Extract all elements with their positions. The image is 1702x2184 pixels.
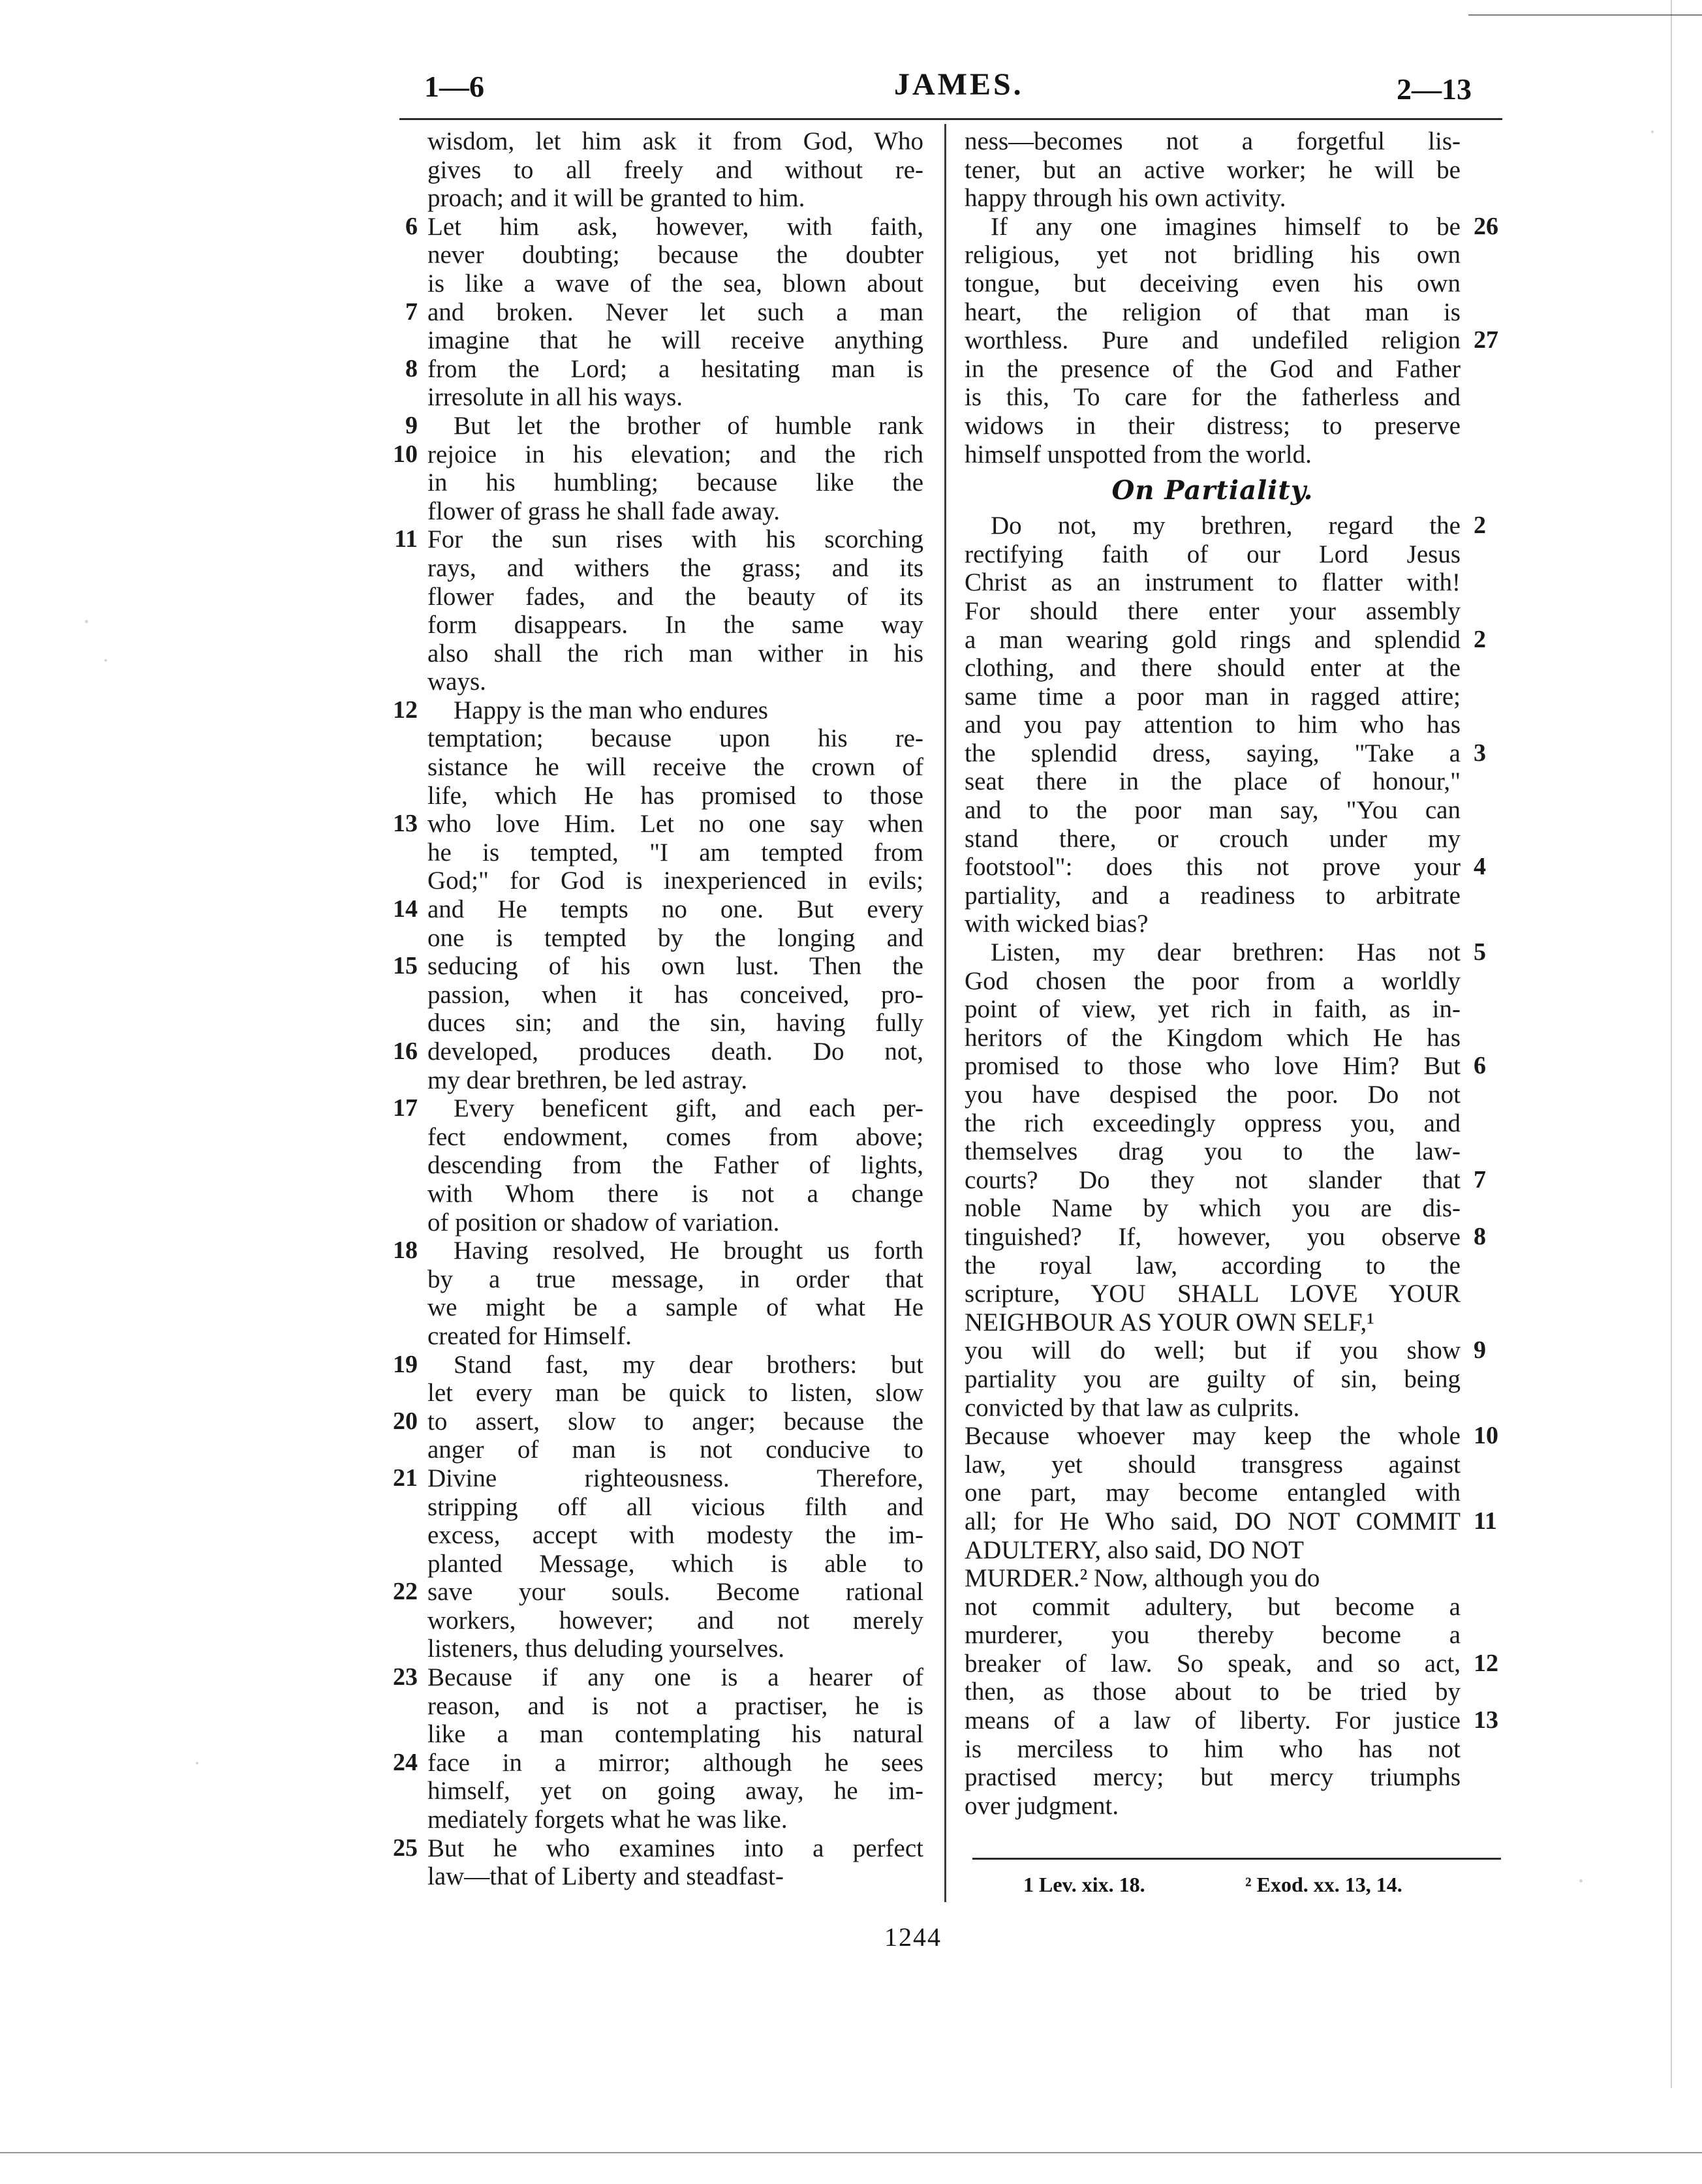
verse-number: 12	[393, 696, 418, 724]
line-text: created for Himself.	[427, 1321, 632, 1350]
line-text: irresolute in all his ways.	[427, 383, 683, 412]
footnote-1: 1 Lev. xix. 18.	[1023, 1873, 1145, 1896]
line-text: means of a law of liberty. For justice	[965, 1706, 1461, 1735]
line-text: anger of man is not conducive to	[427, 1436, 923, 1464]
text-line	[427, 1635, 923, 1663]
text-line	[965, 683, 1461, 711]
line-text: over judgment.	[965, 1791, 1119, 1820]
line-text: Do not, my brethren, regard the	[991, 512, 1461, 540]
line-text: fect endowment, comes from above;	[427, 1122, 923, 1151]
line-text: never doubting; because the doubter	[427, 241, 923, 269]
text-line	[965, 1422, 1498, 1451]
scan-speck	[104, 659, 107, 662]
line-text: law—that of Liberty and steadfast-	[427, 1862, 784, 1891]
text-line	[965, 796, 1461, 825]
line-text: Christ as an instrument to flatter with!	[965, 568, 1461, 597]
line-text: courts? Do they not slander that	[965, 1165, 1461, 1194]
verse-number: 19	[393, 1350, 418, 1378]
text-line	[965, 1507, 1497, 1536]
text-line	[427, 782, 923, 810]
text-line	[427, 1436, 923, 1464]
text-line	[965, 967, 1461, 996]
text-line	[427, 1265, 923, 1294]
text-line	[427, 639, 923, 668]
line-text: For the sun rises with his scorching	[427, 525, 923, 554]
line-text: life, which He has promised to those	[427, 781, 923, 810]
text-line	[965, 1593, 1461, 1622]
text-line	[427, 1293, 923, 1322]
text-line	[965, 1024, 1461, 1053]
line-text: gives to all freely and without re-	[427, 155, 923, 184]
text-line	[427, 1692, 923, 1721]
line-text: heritors of the Kingdom which He has	[965, 1023, 1461, 1052]
line-text: then, as those about to be tried by	[965, 1678, 1461, 1706]
text-line	[427, 127, 923, 156]
line-text: you will do well; but if you show	[965, 1336, 1461, 1365]
line-text: mediately forgets what he was like.	[427, 1806, 788, 1834]
line-text: with wicked bias?	[965, 910, 1149, 938]
text-line	[393, 1663, 923, 1692]
text-line	[393, 1350, 923, 1379]
header-chapter-end: 2—13	[1397, 72, 1472, 106]
text-line	[394, 525, 923, 554]
text-line	[965, 882, 1461, 910]
text-line	[965, 1194, 1461, 1223]
text-line	[405, 411, 923, 440]
text-line	[427, 1123, 923, 1152]
verse-number: 18	[393, 1237, 418, 1265]
text-line	[965, 1336, 1486, 1365]
verse-number: 27	[1474, 326, 1498, 354]
line-text: the splendid dress, saying, "Take a	[965, 739, 1461, 767]
verse-number: 8	[405, 354, 418, 382]
line-text: himself unspotted from the world.	[965, 440, 1312, 469]
right-column	[965, 127, 1498, 1820]
text-line	[393, 952, 923, 981]
line-text: planted Message, which is able to	[427, 1549, 923, 1578]
line-text: passion, when it has conceived, pro-	[427, 980, 923, 1009]
scan-speck	[1579, 1879, 1583, 1883]
line-text: Every beneficent gift, and each per-	[454, 1094, 923, 1123]
verse-number: 21	[393, 1464, 418, 1492]
line-text: the royal law, according to the	[965, 1251, 1461, 1280]
text-line	[965, 184, 1461, 213]
line-text: let every man be quick to listen, slow	[427, 1379, 923, 1407]
line-text: ADULTERY, also said, DO NOT	[965, 1535, 1305, 1564]
text-line	[427, 1066, 923, 1095]
line-text: imagine that he will receive anything	[427, 326, 923, 355]
text-line	[965, 127, 1461, 156]
line-text: practised mercy; but mercy triumphs	[965, 1763, 1461, 1792]
line-text: Stand fast, my dear brothers: but	[454, 1350, 923, 1379]
line-text: form disappears. In the same way	[427, 611, 923, 639]
verse-number: 2	[1474, 625, 1486, 653]
line-text: widows in their distress; to preserve	[965, 411, 1461, 440]
text-line	[965, 212, 1498, 241]
line-text: Because whoever may keep the whole	[965, 1422, 1461, 1451]
text-line	[965, 512, 1486, 540]
text-line	[965, 1165, 1486, 1195]
line-text: Because if any one is a hearer of	[427, 1663, 923, 1692]
verse-number: 7	[405, 298, 418, 326]
line-text: footstool": does this not prove your	[965, 853, 1461, 882]
header-book-title: JAMES.	[894, 67, 1024, 102]
text-line	[427, 156, 923, 185]
text-line	[405, 212, 923, 241]
line-text: God chosen the poor from a worldly	[965, 966, 1461, 995]
line-text: one part, may become entangled with	[965, 1479, 1461, 1507]
text-line	[427, 1777, 923, 1806]
text-line	[965, 1081, 1461, 1109]
text-line	[965, 825, 1461, 854]
text-line	[965, 597, 1461, 626]
text-line	[965, 1479, 1461, 1507]
text-line	[393, 1237, 923, 1265]
line-text: law, yet should transgress against	[965, 1450, 1461, 1479]
text-line	[393, 895, 923, 924]
running-header	[392, 57, 1501, 116]
line-text: rectifying faith of our Lord Jesus	[965, 540, 1461, 568]
text-line	[965, 1621, 1461, 1650]
text-line	[965, 156, 1461, 185]
line-text: from the Lord; a hesitating man is	[427, 354, 923, 383]
text-line	[965, 241, 1461, 269]
text-line	[393, 1407, 923, 1436]
line-text: descending from the Father of lights,	[427, 1151, 923, 1180]
text-line	[393, 1094, 923, 1123]
text-line	[965, 355, 1461, 384]
line-text: heart, the religion of that man is	[965, 298, 1461, 326]
text-line	[965, 1451, 1461, 1479]
line-text: flower fades, and the beauty of its	[427, 582, 923, 611]
line-text: stripping off all vicious filth and	[427, 1492, 923, 1521]
text-line	[427, 497, 923, 526]
text-line	[965, 540, 1461, 569]
line-text: God;" for God is inexperienced in evils;	[427, 867, 923, 895]
text-line	[427, 583, 923, 611]
text-line	[427, 383, 923, 412]
text-line	[427, 1862, 923, 1891]
text-line	[427, 1493, 923, 1522]
text-line	[965, 1706, 1498, 1735]
line-text: seducing of his own lust. Then the	[427, 952, 923, 981]
text-line	[393, 1834, 923, 1863]
line-text: ness—becomes not a forgetful lis-	[965, 127, 1461, 155]
text-line	[427, 184, 923, 213]
text-line	[427, 326, 923, 355]
verse-number: 6	[405, 212, 418, 240]
verse-number: 12	[1474, 1649, 1498, 1677]
line-text: Let him ask, however, with faith,	[427, 212, 923, 241]
line-text: point of view, yet rich in faith, as in-	[965, 995, 1461, 1024]
line-text: like a man contemplating his natural	[427, 1720, 923, 1749]
text-line	[965, 269, 1461, 298]
text-line	[393, 440, 923, 469]
line-text: in his humbling; because like the	[427, 469, 923, 497]
text-line	[427, 668, 923, 696]
text-line	[965, 1564, 1461, 1593]
text-line	[393, 1578, 923, 1607]
verse-number: 13	[1474, 1706, 1498, 1734]
verse-number: 17	[393, 1094, 418, 1122]
line-text: clothing, and there should enter at the	[965, 654, 1461, 683]
line-text: Listen, my dear brethren: Has not	[991, 938, 1461, 967]
scan-speck	[196, 1762, 198, 1764]
text-line	[427, 1720, 923, 1749]
text-line	[965, 440, 1461, 469]
text-line	[427, 1521, 923, 1550]
footnote-2: ² Exod. xx. 13, 14.	[1245, 1873, 1402, 1896]
text-line	[965, 767, 1461, 796]
line-text: NEIGHBOUR AS YOUR OWN SELF,¹	[965, 1308, 1374, 1336]
line-text: ways.	[427, 668, 486, 696]
line-text: with Whom there is not a change	[427, 1179, 923, 1208]
text-line	[393, 1748, 923, 1777]
verse-number: 11	[1474, 1507, 1497, 1535]
line-text: murderer, you thereby become a	[965, 1621, 1461, 1650]
line-text: noble Name by which you are dis-	[965, 1194, 1461, 1223]
line-text: reason, and is not a practiser, he is	[427, 1691, 923, 1720]
text-line	[965, 1763, 1461, 1792]
text-line	[427, 1607, 923, 1635]
text-line	[427, 1208, 923, 1237]
text-line	[427, 1151, 923, 1180]
line-text: Divine righteousness. Therefore,	[427, 1464, 923, 1492]
line-text: temptation; because upon his re-	[427, 724, 923, 753]
line-text: not commit adultery, but become a	[965, 1592, 1461, 1621]
scan-speck	[85, 620, 88, 623]
verse-number: 23	[393, 1663, 418, 1691]
verse-number: 4	[1474, 853, 1486, 881]
text-line	[965, 412, 1461, 440]
text-line	[427, 1322, 923, 1351]
right-column-top	[965, 127, 1498, 469]
right-column-bottom	[965, 512, 1498, 1820]
line-text: in the presence of the God and Father	[965, 354, 1461, 383]
verse-number: 7	[1474, 1165, 1486, 1193]
text-line	[427, 753, 923, 782]
line-text: Happy is the man who endures	[454, 696, 768, 724]
verse-number: 10	[393, 440, 418, 468]
line-text: and He tempts no one. But every	[427, 895, 923, 924]
line-text: a man wearing gold rings and splendid	[965, 625, 1461, 654]
line-text: religious, yet not bridling his own	[965, 241, 1461, 269]
line-text: happy through his own activity.	[965, 184, 1286, 213]
verse-number: 3	[1474, 739, 1486, 767]
text-line	[427, 1180, 923, 1208]
line-text: also shall the rich man wither in his	[427, 639, 923, 668]
line-text: partiality, and a readiness to arbitrate	[965, 881, 1461, 910]
line-text: stand there, or crouch under my	[965, 824, 1461, 853]
text-line	[965, 1052, 1486, 1081]
scan-speck	[1651, 131, 1654, 133]
line-text: Having resolved, He brought us forth	[454, 1237, 923, 1265]
text-line	[965, 739, 1486, 768]
text-line	[427, 1009, 923, 1038]
verse-number: 26	[1474, 212, 1498, 240]
text-line	[965, 625, 1486, 654]
text-line	[965, 1365, 1461, 1394]
line-text: you have despised the poor. Do not	[965, 1081, 1461, 1109]
line-text: scripture, YOU SHALL LOVE YOUR	[965, 1280, 1461, 1308]
line-text: we might be a sample of what He	[427, 1293, 923, 1322]
text-line	[965, 1137, 1461, 1166]
text-line	[965, 711, 1461, 739]
line-text: and you pay attention to him who has	[965, 711, 1461, 739]
line-text: one is tempted by the longing and	[427, 923, 923, 952]
text-line	[427, 924, 923, 953]
line-text: rays, and withers the grass; and its	[427, 553, 923, 582]
line-text: MURDER.² Now, although you do	[965, 1564, 1320, 1593]
text-line	[427, 554, 923, 583]
text-line	[965, 853, 1486, 882]
line-text: sistance he will receive the crown of	[427, 753, 923, 782]
text-line	[427, 269, 923, 298]
line-text: convicted by that law as culprits.	[965, 1393, 1300, 1422]
text-line	[965, 326, 1498, 355]
line-text: who love Him. Let no one say when	[427, 810, 923, 838]
line-text: my dear brethren, be led astray.	[427, 1066, 748, 1094]
left-column	[393, 127, 923, 1891]
text-line	[965, 1649, 1498, 1678]
text-line	[965, 1109, 1461, 1138]
verse-number: 9	[405, 411, 418, 439]
line-text: themselves drag you to the law-	[965, 1137, 1461, 1166]
footnote-rule	[972, 1858, 1501, 1860]
text-line	[965, 568, 1461, 597]
verse-number: 11	[394, 525, 418, 553]
line-text: proach; and it will be granted to him.	[427, 184, 805, 213]
verse-number: 16	[393, 1038, 418, 1065]
scan-edge-bottom	[0, 2152, 1702, 2153]
text-line	[427, 981, 923, 1009]
line-text: worthless. Pure and undefiled religion	[965, 326, 1461, 355]
line-text: tener, but an active worker; he will be	[965, 155, 1461, 184]
line-text: same time a poor man in ragged attire;	[965, 682, 1461, 711]
verse-number: 25	[393, 1834, 418, 1862]
text-line	[427, 241, 923, 269]
line-text: he is tempted, "I am tempted from	[427, 838, 923, 867]
line-text: breaker of law. So speak, and so act,	[965, 1649, 1461, 1678]
line-text: If any one imagines himself to be	[991, 212, 1461, 241]
line-text: But he who examines into a perfect	[427, 1834, 923, 1862]
line-text: workers, however; and not merely	[427, 1606, 923, 1635]
verse-number: 5	[1474, 938, 1486, 966]
text-line	[965, 298, 1461, 327]
line-text: is merciless to him who has not	[965, 1734, 1461, 1763]
verse-number: 15	[393, 952, 418, 980]
text-line	[965, 1280, 1461, 1308]
line-text: tinguished? If, however, you observe	[965, 1222, 1461, 1251]
line-text: excess, accept with modesty the im-	[427, 1521, 923, 1550]
line-text: duces sin; and the sin, having fully	[427, 1009, 923, 1038]
verse-number: 13	[393, 810, 418, 838]
text-line	[965, 910, 1461, 938]
text-line	[965, 1678, 1461, 1706]
line-text: and broken. Never let such a man	[427, 298, 923, 326]
verse-number: 20	[393, 1407, 418, 1435]
page-number: 1244	[884, 1922, 942, 1952]
text-line	[965, 938, 1486, 967]
line-text: wisdom, let him ask it from God, Who	[427, 127, 923, 155]
line-text: tongue, but deceiving even his own	[965, 269, 1461, 298]
text-line	[965, 1222, 1486, 1252]
text-line	[393, 696, 923, 725]
line-text: listeners, thus deluding yourselves.	[427, 1635, 785, 1663]
verse-number: 22	[393, 1578, 418, 1606]
verse-number: 24	[393, 1748, 418, 1776]
line-text: to assert, slow to anger; because the	[427, 1407, 923, 1436]
line-text: the rich exceedingly oppress you, and	[965, 1109, 1461, 1137]
text-line	[965, 995, 1461, 1024]
text-line	[405, 298, 923, 327]
line-text: flower of grass he shall fade away.	[427, 497, 781, 525]
verse-number: 10	[1474, 1422, 1498, 1450]
verse-number: 2	[1474, 512, 1486, 540]
header-chapter-start: 1—6	[424, 70, 484, 103]
text-line	[965, 1536, 1461, 1565]
scan-edge-right	[1671, 0, 1672, 2088]
scan-edge-top	[1468, 14, 1702, 16]
line-text: face in a mirror; although he sees	[427, 1748, 923, 1777]
line-text: rejoice in his elevation; and the rich	[427, 440, 923, 469]
text-line	[427, 611, 923, 639]
text-line	[965, 1792, 1461, 1821]
text-line	[965, 654, 1461, 683]
verse-number: 6	[1474, 1052, 1486, 1080]
line-text: seat there in the place of honour,"	[965, 767, 1461, 796]
verse-number: 8	[1474, 1222, 1486, 1250]
text-line	[427, 838, 923, 867]
text-line	[965, 383, 1461, 412]
verse-number: 14	[393, 895, 418, 923]
section-heading: On Partiality.	[1111, 475, 1314, 506]
line-text: is like a wave of the sea, blown about	[427, 269, 923, 298]
text-line	[393, 1038, 923, 1066]
line-text: save your souls. Become rational	[427, 1578, 923, 1607]
text-line	[427, 1379, 923, 1407]
text-line	[427, 867, 923, 895]
line-text: is this, To care for the fatherless and	[965, 383, 1461, 412]
text-line	[965, 1394, 1461, 1423]
line-text: For should there enter your assembly	[965, 596, 1461, 625]
text-line	[427, 1806, 923, 1834]
column-divider	[944, 124, 946, 1902]
line-text: all; for He Who said, DO NOT COMMIT	[965, 1507, 1461, 1535]
line-text: himself, yet on going away, he im-	[427, 1777, 923, 1806]
text-line	[393, 1464, 923, 1493]
text-line	[427, 469, 923, 497]
line-text: and to the poor man say, "You can	[965, 796, 1461, 825]
line-text: of position or shadow of variation.	[427, 1208, 780, 1237]
line-text: But let the brother of humble rank	[454, 411, 923, 440]
header-rule	[399, 118, 1502, 120]
line-text: promised to those who love Him? But	[965, 1052, 1461, 1081]
line-text: by a true message, in order that	[427, 1265, 923, 1293]
line-text: developed, produces death. Do not,	[427, 1038, 923, 1066]
line-text: partiality you are guilty of sin, being	[965, 1364, 1461, 1393]
text-line	[427, 1550, 923, 1578]
text-line	[393, 810, 923, 838]
text-line	[427, 724, 923, 753]
text-line	[965, 1735, 1461, 1764]
text-line	[405, 354, 923, 384]
text-line	[965, 1252, 1461, 1280]
text-line	[965, 1308, 1461, 1337]
verse-number: 9	[1474, 1336, 1486, 1364]
